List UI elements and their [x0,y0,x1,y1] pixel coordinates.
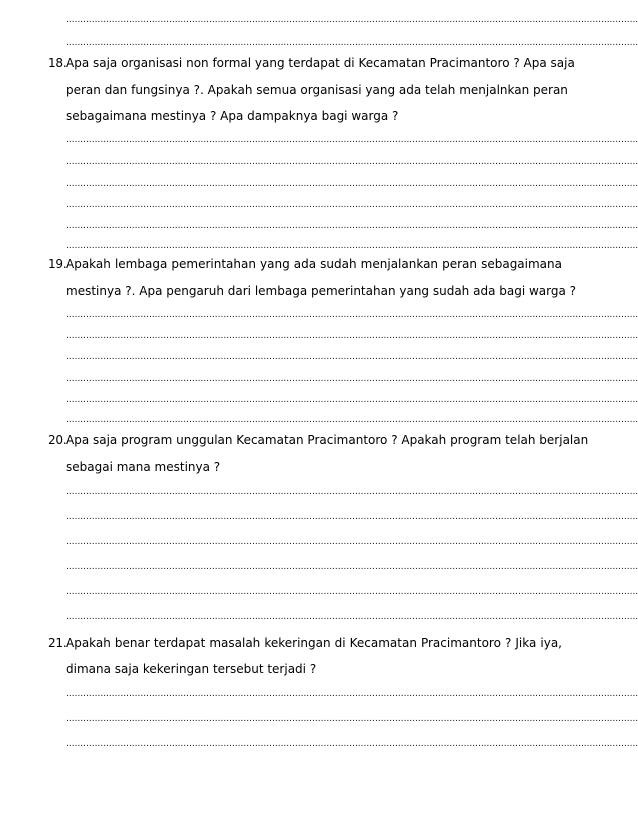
question-text-line: Apakah lembaga pemerintahan yang ada sudah menjalankan peran sebagaimana [66,257,562,271]
question-number: 21. [48,636,67,650]
question-number: 18. [48,56,67,70]
answer-line: ........................................................................................................................................................................................................ [66,612,638,622]
answer-line: ........................................................................................................................................................................................................ [66,587,638,597]
question-text-line: sebagaimana mestinya ? Apa dampaknya bagi warga ? [66,109,399,123]
answer-line: ........................................................................................................................................................................................................ [66,415,638,425]
answer-line: ........................................................................................................................................................................................................ [66,135,638,145]
question-text-line: Apakah benar terdapat masalah kekeringan di Kecamatan Pracimantoro ? Jika iya, [66,636,562,650]
answer-line: ........................................................................................................................................................................................................ [66,310,638,320]
answer-line: ........................................................................................................................................................................................................ [66,714,638,724]
answer-line: ........................................................................................................................................................................................................ [66,487,638,497]
answer-line: ........................................................................................................................................................................................................ [66,38,638,48]
answer-line: ........................................................................................................................................................................................................ [66,562,638,572]
answer-line: ........................................................................................................................................................................................................ [66,157,638,167]
question-text-line: peran dan fungsinya ?. Apakah semua organisasi yang ada telah menjalnkan peran [66,83,568,97]
question-number: 19. [48,257,67,271]
answer-line: ........................................................................................................................................................................................................ [66,689,638,699]
answer-line: ........................................................................................................................................................................................................ [66,395,638,405]
question-text-line: Apa saja program unggulan Kecamatan Pracimantoro ? Apakah program telah berjalan [66,433,589,447]
answer-line: ........................................................................................................................................................................................................ [66,200,638,210]
answer-line: ........................................................................................................................................................................................................ [66,241,638,251]
answer-line: ........................................................................................................................................................................................................ [66,221,638,231]
answer-line: ........................................................................................................................................................................................................ [66,179,638,189]
question-text-line: sebagai mana mestinya ? [66,460,221,474]
answer-line: ........................................................................................................................................................................................................ [66,331,638,341]
answer-line: ........................................................................................................................................................................................................ [66,537,638,547]
answer-line: ........................................................................................................................................................................................................ [66,15,638,25]
answer-line: ........................................................................................................................................................................................................ [66,352,638,362]
question-number: 20. [48,433,67,447]
answer-line: ........................................................................................................................................................................................................ [66,512,638,522]
question-text-line: Apa saja organisasi non formal yang terdapat di Kecamatan Pracimantoro ? Apa saja [66,56,575,70]
answer-line: ........................................................................................................................................................................................................ [66,739,638,749]
question-text-line: mestinya ?. Apa pengaruh dari lembaga pemerintahan yang sudah ada bagi warga ? [66,284,577,298]
question-text-line: dimana saja kekeringan tersebut terjadi ? [66,662,317,676]
answer-line: ........................................................................................................................................................................................................ [66,374,638,384]
